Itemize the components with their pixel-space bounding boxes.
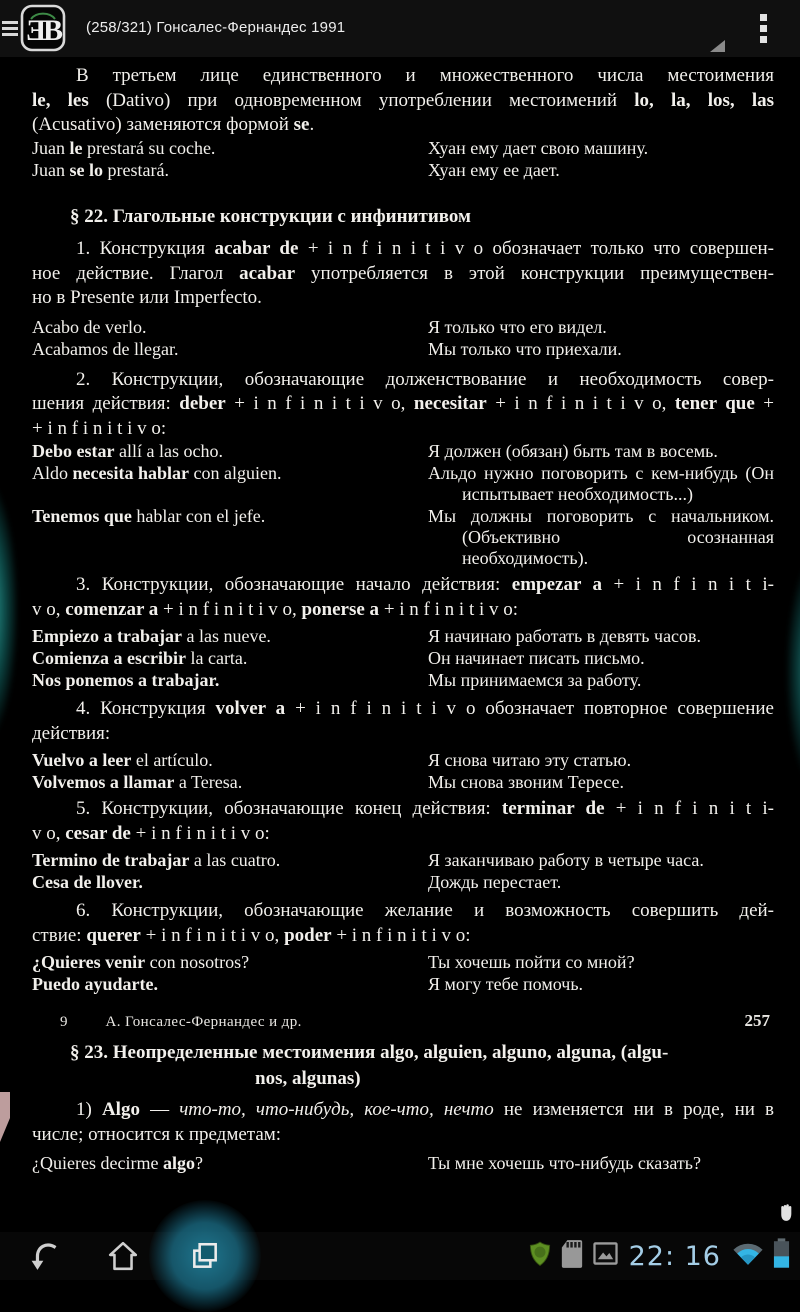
examples-1 [32, 317, 774, 360]
example-russian: Ты хочешь пойти со мной? [428, 952, 635, 972]
example-russian: Мы принимаемся за работу. [428, 670, 642, 690]
example-row [32, 339, 774, 360]
example-spanish: Puedo ayudarte. [32, 974, 158, 994]
examples-intro [32, 138, 774, 181]
example-russian: Хуан ему дает свою машину. [428, 137, 649, 158]
text-line: 5. Конструкции, обозначающие конец действия: terminar de + i n f i n i t i- [76, 798, 774, 819]
recent-apps-button[interactable] [189, 1240, 221, 1272]
example-spanish: Aldo necesita hablar con alguien. [32, 463, 282, 483]
examples-5 [32, 850, 774, 893]
imprint-text: А. Гонсалес-Фернандес и др. [105, 1014, 302, 1030]
document-title: (258/321) Гонсалес-Фернандес 1991 [86, 19, 346, 36]
home-button[interactable] [107, 1240, 139, 1272]
example-row [32, 160, 774, 181]
example-row [32, 772, 774, 793]
text-line: nos, algunas) [255, 1068, 361, 1089]
example-spanish: Cesa de llover. [32, 872, 143, 892]
example-row [32, 626, 774, 647]
example-spanish: Debo estar allí a las ocho. [32, 441, 223, 461]
text-line: ствие: querer + i n f i n i t i v o, poder + i n f i n i t i v o: [32, 924, 471, 946]
text-line: v o, cesar de + i n f i n i t i v o: [32, 822, 270, 844]
paragraph-23-1 [32, 1098, 774, 1147]
example-spanish: Juan se lo prestará. [32, 159, 169, 180]
example-russian: Мы должны поговорить с начальником. (Объективно осознанная необходимость). [428, 506, 774, 568]
text-line: v o, comenzar a + i n f i n i t i v o, ponerse a + i n f i n i t i v o: [32, 598, 519, 620]
text-line: но в Presente или Imperfecto. [32, 287, 262, 308]
paragraph-2 [32, 368, 774, 442]
text-line: 1) Algo — что-то, что-нибудь, кое-что, нечто не изменяется ни в роде, ни в [76, 1099, 775, 1120]
screenshot-icon [593, 1242, 618, 1270]
back-button[interactable] [30, 1240, 62, 1272]
paragraph-intro [32, 64, 774, 138]
battery-icon [773, 1238, 790, 1274]
page-footer [32, 1011, 774, 1032]
example-russian: Альдо нужно поговорить с кем-нибудь (Он испытывает необходимость...) [428, 463, 774, 504]
example-row [32, 952, 774, 973]
text-line: § 23. Неопределенные местоимения algo, alguien, alguno, alguna, (algu- [70, 1042, 669, 1063]
examples-23 [32, 1153, 774, 1174]
example-spanish: Tenemos que hablar con el jefe. [32, 506, 266, 526]
example-row [32, 648, 774, 669]
example-russian: Мы только что приехали. [428, 338, 622, 359]
paragraph-3 [32, 573, 774, 622]
example-russian: Хуан ему ее дает. [428, 159, 560, 180]
text-line: действия: [32, 722, 111, 744]
page-number: 257 [744, 1011, 770, 1030]
sd-card-icon [560, 1239, 584, 1274]
overflow-menu-icon[interactable] [760, 14, 767, 43]
example-spanish: Acabo de verlo. [32, 316, 147, 337]
text-line: 2. Конструкции, обозначающие долженствование и необходимость совер- [76, 368, 774, 390]
touch-hand-icon [778, 1202, 795, 1223]
example-row [32, 463, 774, 505]
examples-4 [32, 750, 774, 793]
text-line: 1. Конструкция acabar de + i n f i n i t i v o обозначает только что совершен- [76, 238, 775, 259]
example-spanish: Empiezo a trabajar a las nueve. [32, 626, 271, 646]
system-nav-bar [0, 1232, 800, 1280]
antivirus-shield-icon [529, 1241, 551, 1272]
example-russian: Я только что его видел. [428, 316, 607, 337]
example-russian: Я должен (обязан) быть там в восемь. [428, 441, 718, 461]
example-russian: Я заканчиваю работу в четыре часа. [428, 850, 704, 870]
example-spanish: Termino de trabajar a las cuatro. [32, 850, 281, 870]
example-russian: Мы снова звоним Тересе. [428, 772, 625, 792]
example-russian: Дождь перестает. [428, 872, 562, 892]
text-line: ное действие. Глагол acabar употребляется в этой конструкции преимуществен- [32, 262, 774, 284]
paragraph-5 [32, 797, 774, 846]
example-spanish: ¿Quieres venir con nosotros? [32, 952, 250, 972]
text-line: 6. Конструкции, обозначающие желание и возможность совершить дей- [76, 900, 774, 921]
example-row [32, 317, 774, 338]
example-row [32, 670, 774, 691]
text-line: 3. Конструкции, обозначающие начало действия: empezar a + i n f i n i t i- [76, 574, 775, 595]
example-russian: Он начинает писать письмо. [428, 648, 645, 668]
examples-3 [32, 626, 774, 691]
example-row [32, 750, 774, 771]
example-row [32, 441, 774, 462]
status-tray[interactable] [529, 1232, 790, 1280]
section-23-heading [70, 1040, 774, 1092]
example-russian: Я снова читаю эту статью. [428, 750, 632, 770]
text-line: шения действия: deber + i n f i n i t i v o, necesitar + i n f i n i t i v o, tener que + [32, 393, 774, 414]
example-spanish: Volvemos a llamar a Teresa. [32, 772, 243, 792]
text-line: числе; относится к предметам: [32, 1123, 282, 1145]
text-line: + i n f i n i t i v o: [32, 417, 167, 439]
text-line: 4. Конструкция volver a + i n f i n i t i v o обозначает повторное совершение [76, 698, 774, 719]
text-line: le, les (Dativo) при одновременном употреблении местоимений lo, la, los, las [32, 89, 774, 111]
example-row [32, 506, 774, 569]
example-spanish: ¿Quieres decirme algo? [32, 1153, 203, 1173]
example-spanish: Juan le prestará su coche. [32, 137, 216, 158]
book-page [0, 57, 800, 1232]
svg-text:ƎB: ƎB [25, 14, 61, 47]
example-row [32, 974, 774, 995]
app-logo-icon[interactable] [20, 4, 66, 52]
example-row [32, 872, 774, 893]
example-russian: Ты мне хочешь что-нибудь сказать? [428, 1153, 701, 1173]
examples-6 [32, 952, 774, 995]
text-line: В третьем лице единственного и множественного числа местоимения [76, 65, 774, 86]
example-row [32, 138, 774, 159]
example-russian: Я начинаю работать в девять часов. [428, 626, 702, 646]
paragraph-1 [32, 237, 774, 311]
example-spanish: Vuelvo a leer el artículo. [32, 750, 213, 770]
examples-2 [32, 441, 774, 569]
app-bar [0, 0, 800, 57]
example-russian: Я могу тебе помочь. [428, 974, 584, 994]
example-row [32, 1153, 774, 1174]
wifi-icon [732, 1240, 764, 1272]
resize-triangle-icon [710, 40, 725, 52]
text-line: (Acusativo) заменяются формой se. [32, 114, 315, 135]
paragraph-4 [32, 697, 774, 746]
menu-icon[interactable] [2, 21, 18, 37]
paragraph-6 [32, 899, 774, 948]
clock: 22: 16 [628, 1240, 721, 1272]
section-22-heading: § 22. Глагольные конструкции с инфинитивом [70, 205, 471, 227]
example-spanish: Nos ponemos a trabajar. [32, 670, 220, 690]
example-spanish: Acabamos de llegar. [32, 338, 179, 359]
example-spanish: Comienza a escribir la carta. [32, 648, 248, 668]
signature-number: 9 [60, 1014, 68, 1030]
example-row [32, 850, 774, 871]
